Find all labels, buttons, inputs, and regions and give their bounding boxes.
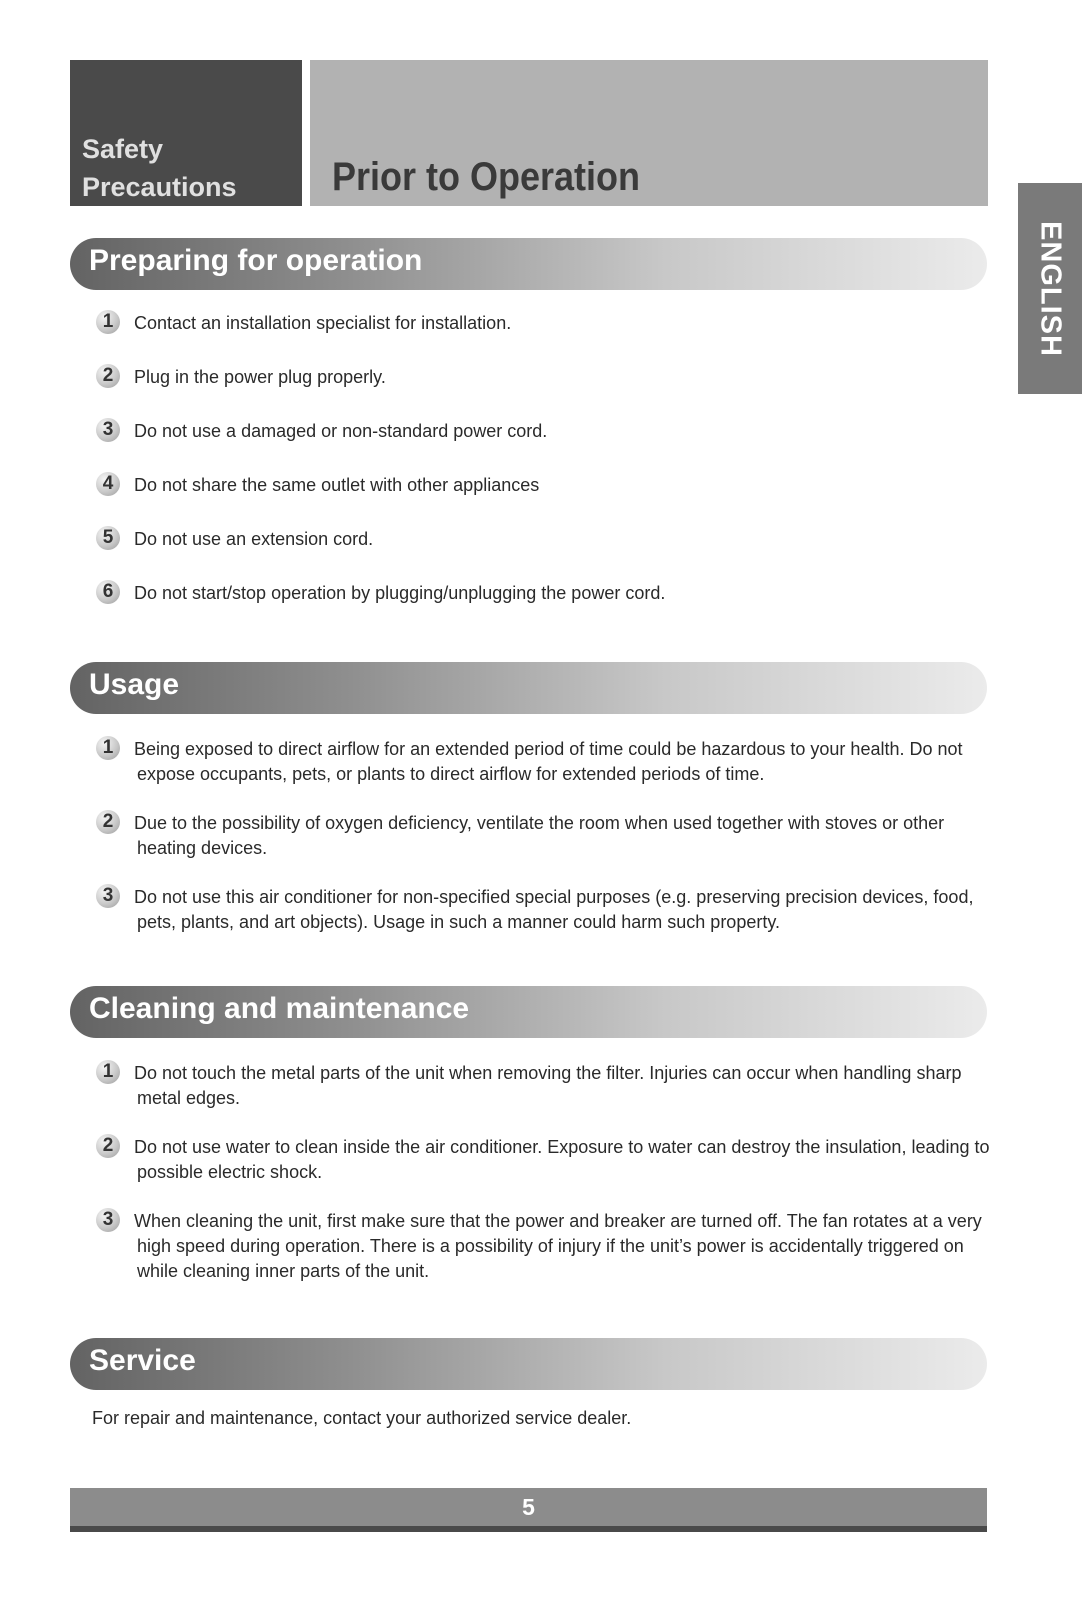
item-text: Contact an installation specialist for installation. (134, 313, 512, 333)
list-item (96, 527, 996, 552)
item-text: When cleaning the unit, first make sure that the power and breaker are turned off. The fan rotates at a very high speed during operation. There is a possibility of injury if the unit’s power is accidentally triggered on while cleaning inner parts of the unit. (134, 1211, 982, 1281)
section-title: Service (89, 1344, 196, 1377)
item-number-badge: 6 (96, 580, 120, 604)
list-item (96, 811, 996, 861)
item-text: Do not use a damaged or non-standard power cord. (134, 421, 548, 441)
item-number-badge: 3 (96, 1208, 120, 1232)
item-text: Do not use this air conditioner for non-specified special purposes (e.g. preserving precision devices, food, pets, plants, and art objects). Usage in such a manner could harm such property. (134, 887, 974, 932)
language-tab (1018, 183, 1082, 394)
service-text: For repair and maintenance, contact your authorized service dealer. (92, 1408, 632, 1428)
section-header-preparing (70, 238, 987, 290)
item-number-badge: 4 (96, 472, 120, 496)
list-item (96, 365, 996, 390)
list-item (96, 1209, 996, 1284)
item-text: Plug in the power plug properly. (134, 367, 386, 387)
section-title: Usage (89, 668, 180, 701)
section-label-box (70, 60, 302, 206)
item-text: Do not touch the metal parts of the unit when removing the filter. Injuries can occur when handling sharp metal edges. (134, 1063, 962, 1108)
page-number: 5 (522, 1494, 535, 1520)
list-item (96, 1135, 996, 1185)
item-text: Do not use an extension cord. (134, 529, 374, 549)
language-tab-label: ENGLISH (1034, 220, 1067, 357)
list-item (96, 737, 996, 787)
section-header-usage (70, 662, 987, 714)
section-label-line1: Safety (82, 134, 164, 164)
list-item (96, 885, 996, 935)
footer-bar (70, 1488, 987, 1526)
section-header-cleaning (70, 986, 987, 1038)
item-number-badge: 1 (96, 310, 120, 334)
item-text: Being exposed to direct airflow for an extended period of time could be hazardous to your health. Do not expose occupants, pets, or plants to direct airflow for extended periods of time. (134, 739, 963, 784)
page-title: Prior to Operation (332, 155, 641, 199)
item-text: Do not share the same outlet with other appliances (134, 475, 540, 495)
item-number-badge: 5 (96, 526, 120, 550)
section-title: Cleaning and maintenance (89, 992, 470, 1025)
section-title: Preparing for operation (89, 244, 423, 277)
section-label-line2: Precautions (82, 172, 237, 202)
usage-list (96, 737, 996, 935)
item-number-badge: 1 (96, 736, 120, 760)
page-title-box (310, 60, 988, 206)
footer-rule (70, 1526, 987, 1532)
section-header-service (70, 1338, 987, 1390)
list-item (96, 419, 996, 444)
item-number-badge: 3 (96, 418, 120, 442)
item-number-badge: 2 (96, 1134, 120, 1158)
list-item (96, 1061, 996, 1111)
item-number-badge: 2 (96, 364, 120, 388)
item-number-badge: 1 (96, 1060, 120, 1084)
item-text: Do not use water to clean inside the air conditioner. Exposure to water can destroy the insulation, leading to possible electric shock. (134, 1137, 990, 1182)
item-text: Do not start/stop operation by plugging/unplugging the power cord. (134, 583, 666, 603)
list-item (96, 581, 996, 606)
cleaning-list (96, 1061, 996, 1284)
preparing-list (96, 311, 996, 606)
item-text: Due to the possibility of oxygen deficiency, ventilate the room when used together with stoves or other heating devices. (134, 813, 945, 858)
list-item (96, 311, 996, 336)
item-number-badge: 3 (96, 884, 120, 908)
item-number-badge: 2 (96, 810, 120, 834)
list-item (96, 473, 996, 498)
